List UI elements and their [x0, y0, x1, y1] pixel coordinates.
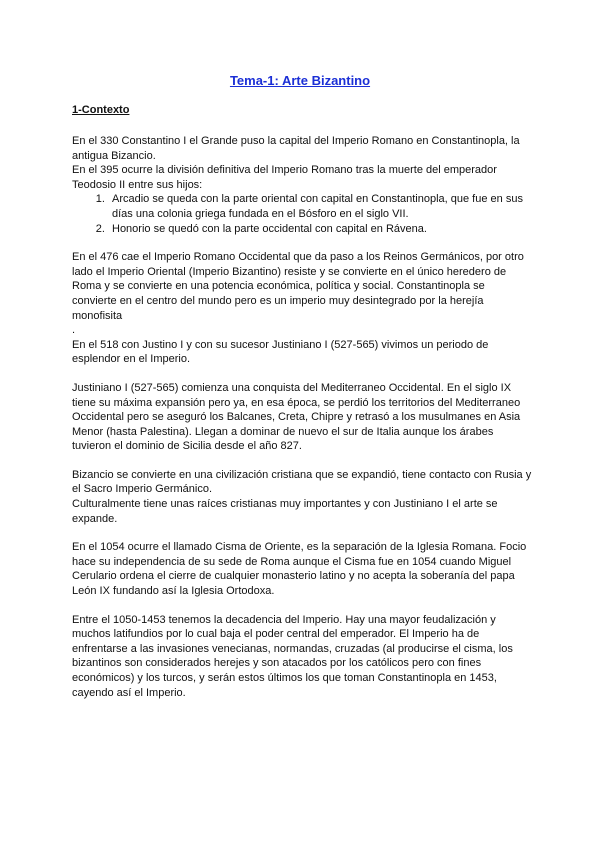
- paragraph-5a: Bizancio se convierte en una civilización cristiana que se expandió, tiene contacto con Rusia y el Sacro Imperio Germánico.: [72, 468, 532, 496]
- list-item: 1. Arcadio se queda con la parte oriental con capital en Constantinopla, que fue en sus días una colonia griega fundada en el Bósforo en el siglo VII.: [108, 192, 532, 221]
- paragraph-7: Entre el 1050-1453 tenemos la decadencia del Imperio. Hay una mayor feudalización y muchos latifundios por lo cual baja el poder central del emperador. El Imperio ha de enfrentarse a las invasiones venecianas, normandas, cruzadas (al producirse el cisma, los bizantinos son considerados herejes y son atacados por los católicos pero con fines económicos) y los turcos, y serán estos últimos los que toman Constantinopla en 1453, cayendo así el Imperio.: [72, 613, 513, 699]
- heirs-list: [72, 192, 532, 236]
- document-title: Tema-1: Arte Bizantino: [229, 73, 371, 88]
- paragraph-4: Justiniano I (527-565) comienza una conquista del Mediterraneo Occidental. En el siglo IX tiene su máxima expansión pero ya, en esa época, se perdió los territorios del Mediterraneo Occidental pero se aseguró los Balcanes, Creta, Chipre y retrasó a los musulmanes en Asia Menor (hasta Palestina). Llegan a dominar de nuevo el sur de Italia aunque los árabes tuvieron el dominio de Sicilia desde el año 827.: [72, 381, 521, 453]
- paragraph-6: En el 1054 ocurre el llamado Cisma de Oriente, es la separación de la Iglesia Romana. Focio hace su independencia de su sede de Roma aunque el Cisma fue en 1054 cuando Miguel Cerulario ordena el cierre de cualquier monasterio latino y no acepta la soberanía del papa León IX fundando así la Iglesia Ortodoxa.: [72, 541, 527, 598]
- document-body: [72, 134, 532, 700]
- section-heading: 1-Contexto: [72, 104, 130, 116]
- paragraph-2-dot: .: [72, 324, 76, 337]
- paragraph-1a: En el 330 Constantino I el Grande puso la capital del Imperio Romano en Constantinopla, la antigua Bizancio.: [72, 135, 520, 162]
- list-item: 2. Honorio se quedó con la parte occidental con capital en Rávena.: [108, 222, 532, 237]
- paragraph-3: En el 518 con Justino I y con su sucesor Justiniano I (527-565) vivimos un periodo de esplendor en el Imperio.: [72, 338, 489, 366]
- paragraph-5b: Culturalmente tiene unas raíces cristianas muy importantes y con Justiniano I el arte se expande.: [72, 498, 498, 525]
- paragraph-1b: En el 395 ocurre la división definitiva del Imperio Romano tras la muerte del emperador Teodosio II entre sus hijos:: [72, 164, 497, 191]
- paragraph-2: En el 476 cae el Imperio Romano Occidental que da paso a los Reinos Germánicos, por otro lado el Imperio Oriental (Imperio Bizantino) resiste y se convierte en el único heredero de Roma y se convierte en una potencia económica, política y social. Constantinopla se convierte en el centro del mundo pero es un imperio muy desintegrado por la herejía monofisita: [72, 251, 524, 322]
